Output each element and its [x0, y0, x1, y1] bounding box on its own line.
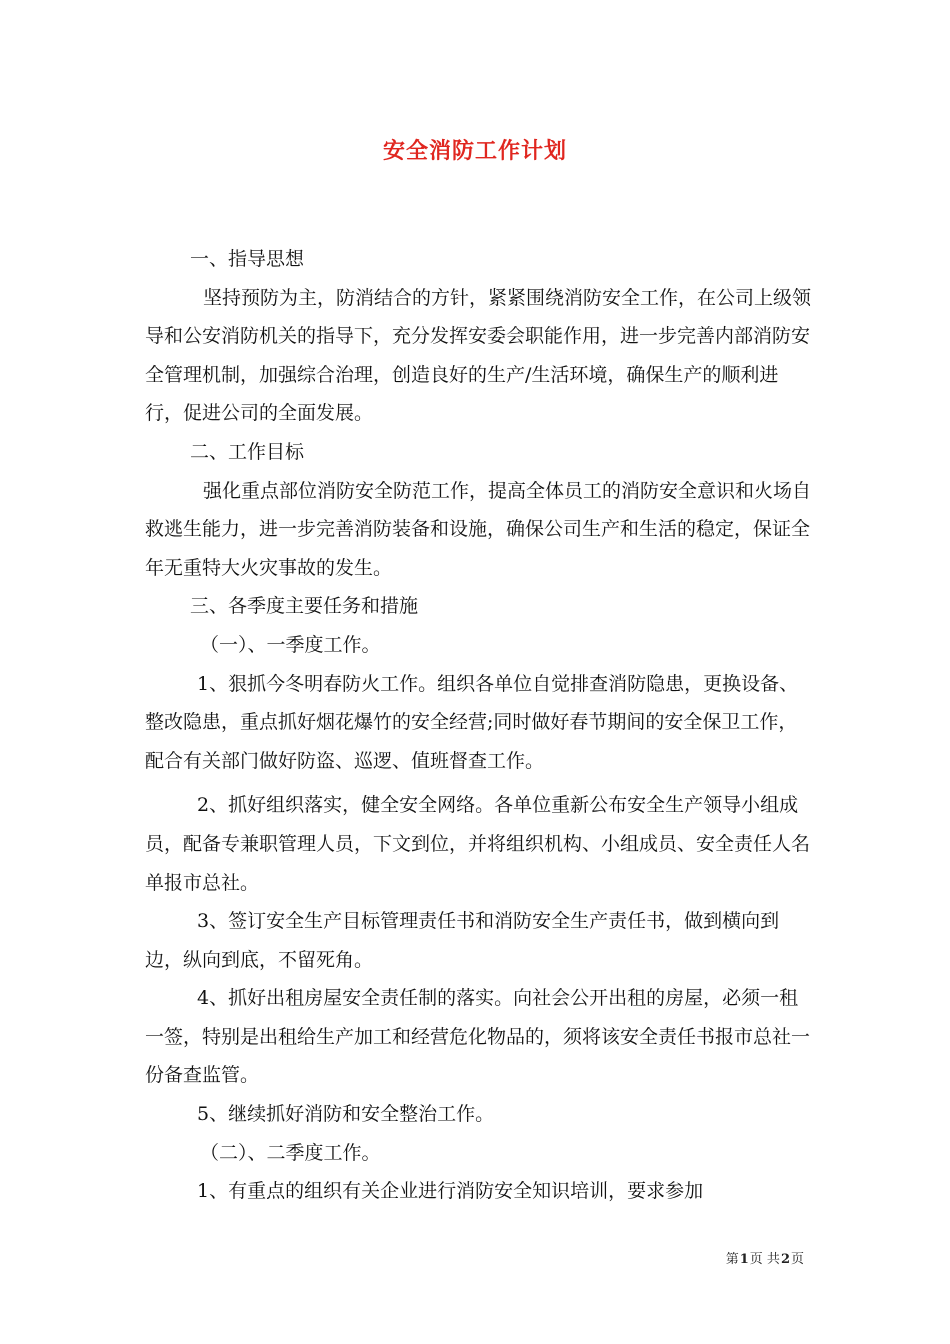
page-number-footer — [726, 1248, 804, 1267]
document-title: 安全消防工作计划 — [382, 138, 567, 164]
list-item-q2-1: 1、有重点的组织有关企业进行消防安全知识培训，要求参加 — [197, 1180, 704, 1203]
footer-prefix: 第 — [725, 1252, 739, 1267]
list-item-q1-2: 2、抓好组织落实，健全安全网络。各单位重新公布安全生产领导小组成员，配备专兼职管理人员，下文到位，并将组织机构、小组成员、安全责任人名单报市总社。 — [145, 794, 811, 894]
list-item-q1-4: 4、抓好出租房屋安全责任制的落实。向社会公开出租的房屋，必须一租一签，特别是出租给生产加工和经营危化物品的，须将该安全责任书报市总社一份备查监管。 — [145, 987, 811, 1087]
section-heading-work-goals: 二、工作目标 — [190, 440, 305, 463]
list-item-q1-1: 1、狠抓今冬明春防火工作。组织各单位自觉排查消防隐患，更换设备、整改隐患，重点抓好烟花爆竹的安全经营;同时做好春节期间的安全保卫工作，配合有关部门做好防盗、巡逻、值班督查工作。 — [145, 672, 799, 772]
subsection-heading-q2: （二）、二季度工作。 — [200, 1141, 381, 1164]
section-heading-quarterly-tasks: 三、各季度主要任务和措施 — [190, 595, 419, 618]
list-item-q1-3: 3、签订安全生产目标管理责任书和消防安全生产责任书，做到横向到边，纵向到底，不留死角。 — [145, 910, 780, 971]
footer-current-page: 1 — [739, 1252, 749, 1267]
section-body-work-goals: 强化重点部位消防安全防范工作，提高全体员工的消防安全意识和火场自救逃生能力，进一步完善消防装备和设施，确保公司生产和生活的稳定，保证全年无重特大火灾事故的发生。 — [145, 479, 812, 579]
subsection-heading-q1: （一）、一季度工作。 — [200, 633, 381, 656]
footer-suffix: 页 — [790, 1252, 804, 1267]
section-heading-guiding-ideology: 一、指导思想 — [190, 248, 305, 270]
footer-middle: 页 共 — [749, 1252, 780, 1267]
list-item-q1-5: 5、继续抓好消防和安全整治工作。 — [197, 1103, 495, 1126]
document-body — [145, 240, 815, 1211]
section-body-guiding-ideology: 坚持预防为主，防消结合的方针，紧紧围绕消防安全工作，在公司上级领导和公安消防机关的指导下，充分发挥安委会职能作用，进一步完善内部消防安全管理机制，加强综合治理，创造良好的生产/生活环境，确保生产的顺利进行，促进公司的全面发展。 — [145, 286, 812, 425]
footer-total-pages: 2 — [780, 1252, 790, 1267]
